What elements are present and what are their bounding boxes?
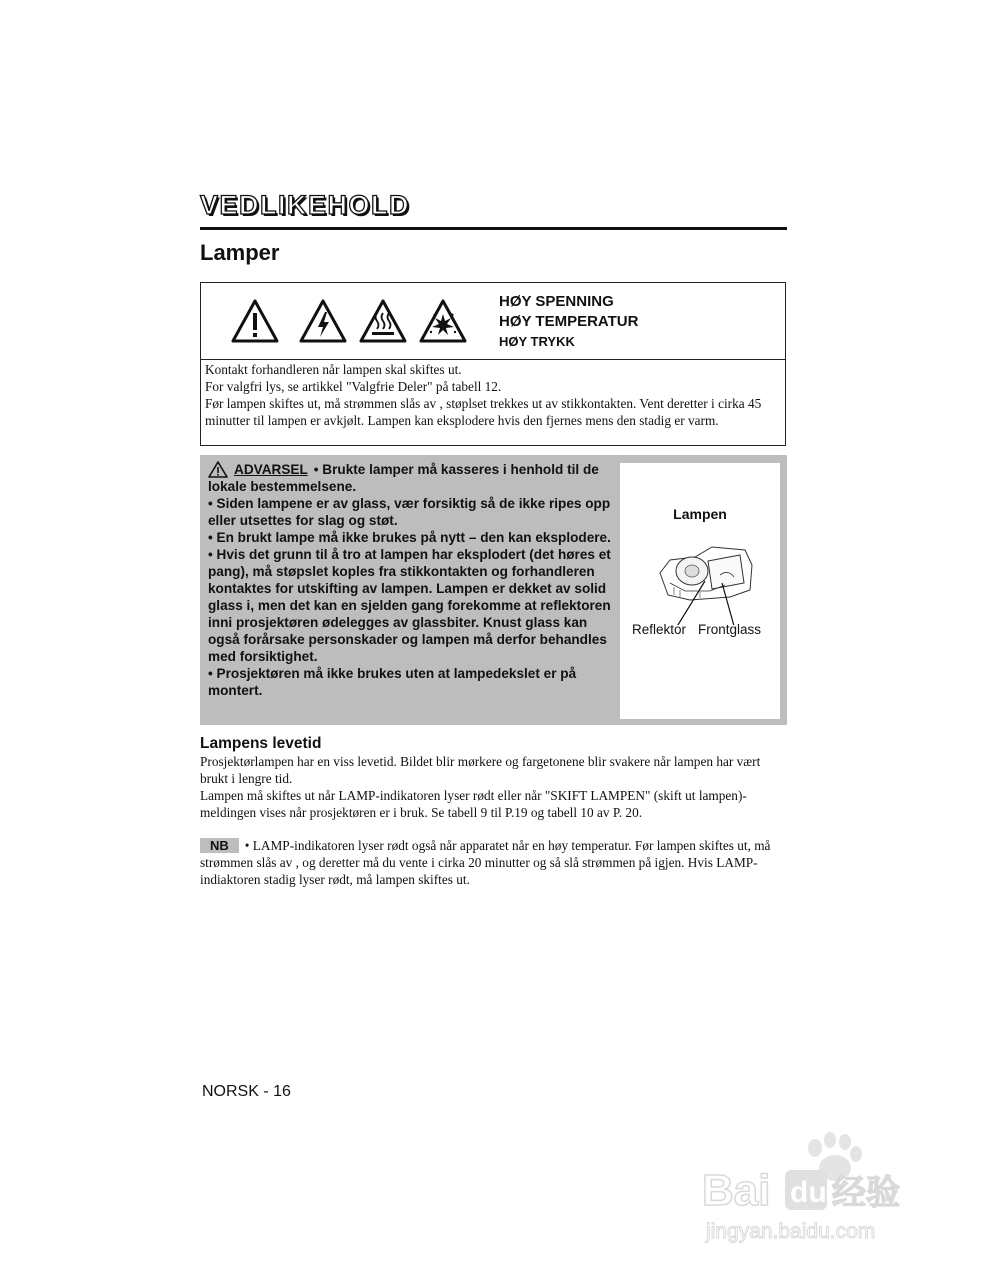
advarsel-first-paragraph	[208, 461, 613, 495]
nb-text: • LAMP-indikatoren lyser rødt også når apparatet når en høy temperatur. Før lampen skiftes ut, må strømmen slås av , og deretter må du vente i cirka 20 minutter og så slå strømmen på igjen. Hvis LAMP-indiaktoren stadig lyser rødt, må lampen skiftes ut.	[200, 838, 771, 887]
caution-icon	[208, 461, 228, 478]
hazard-voltage: HØY SPENNING	[499, 293, 614, 310]
advarsel-label: ADVARSEL	[234, 462, 308, 477]
paragraph: Prosjektørlampen har en viss levetid. Bildet blir mørkere og fargetonene blir svakere når lampen har vært brukt i lengre tid.	[200, 754, 761, 786]
warning-line: Kontakt forhandleren når lampen skal skiftes ut.	[205, 362, 462, 377]
hazard-list	[499, 292, 638, 352]
lamp-figure-caption: Lampen	[673, 506, 727, 522]
hazard-pressure: HØY TRYKK	[499, 334, 575, 349]
electric-shock-icon	[299, 299, 347, 343]
hazard-warning-box	[200, 282, 786, 446]
advarsel-panel	[200, 455, 787, 725]
lamp-figure	[620, 463, 780, 719]
hazard-icons-row	[201, 283, 785, 360]
advarsel-bullet: • Hvis det grunn til å tro at lampen har eksplodert (det høres et pang), må støpslet koples fra stikkontakten og forhandleren kontaktes for utskifting av lampen. Lampen er dekket av solid glass i, men det kan en sjelden gang forekomme at reflektoren inni prosjektøren ødelegges av glassbiter. Knust glass kan også forårsake personskader og lampen må derfor behandles med forsiktighet.	[208, 547, 611, 664]
advarsel-bullet: • Prosjektøren må ikke brukes uten at lampedekslet er på montert.	[208, 666, 577, 698]
levetid-body	[200, 753, 787, 821]
baidu-watermark	[700, 1130, 940, 1250]
svg-text:du: du	[790, 1176, 827, 1209]
title-divider	[200, 227, 787, 230]
subsection-title: Lampens levetid	[200, 735, 322, 752]
warning-line: Før lampen skiftes ut, må strømmen slås av , støplset trekkes ut av stikkontakten. Vent deretter i cirka 45 minutter til lampen er avkjølt. Lampen kan eksplodere hvis den fjernes mens den stadig er varm.	[205, 396, 762, 428]
advarsel-text	[208, 461, 613, 699]
advarsel-bullet: • Siden lampene er av glass, vær forsiktig så de ikke ripes opp eller utsettes for slag og støt.	[208, 496, 611, 528]
hazard-temperature: HØY TEMPERATUR	[499, 313, 639, 330]
paragraph: Lampen må skiftes ut når LAMP-indikatoren lyser rødt eller når "SKIFT LAMPEN" (skift ut lampen)-meldingen vises når prosjektøren er i bruk. Se tabell 9 til P.19 og tabell 10 av P. 20.	[200, 788, 747, 820]
hot-surface-icon	[359, 299, 407, 343]
svg-text:Bai: Bai	[702, 1166, 771, 1215]
nb-badge: NB	[200, 838, 239, 853]
general-warning-icon	[231, 299, 279, 343]
svg-text:jingyan.baidu.com: jingyan.baidu.com	[706, 1220, 876, 1243]
page-title: VEDLIKEHOLD	[200, 190, 411, 220]
frontglass-label: Frontglass	[698, 622, 762, 637]
advarsel-bullet: • Brukte lamper må kasseres i henhold til de lokale bestemmelsene.	[208, 462, 599, 494]
warning-line: For valgfri lys, se artikkel "Valgfrie Deler" på tabell 12.	[205, 379, 502, 394]
page-number: NORSK - 16	[202, 1083, 291, 1100]
section-title: Lamper	[200, 240, 280, 265]
lamp-illustration	[650, 535, 770, 625]
reflektor-label: Reflektor	[632, 622, 687, 637]
warning-instructions	[205, 361, 783, 429]
explosion-icon	[419, 299, 467, 343]
svg-text:经验: 经验	[832, 1173, 900, 1213]
advarsel-bullet: • En brukt lampe må ikke brukes på nytt – den kan eksplodere.	[208, 530, 611, 545]
nb-note	[200, 837, 787, 888]
